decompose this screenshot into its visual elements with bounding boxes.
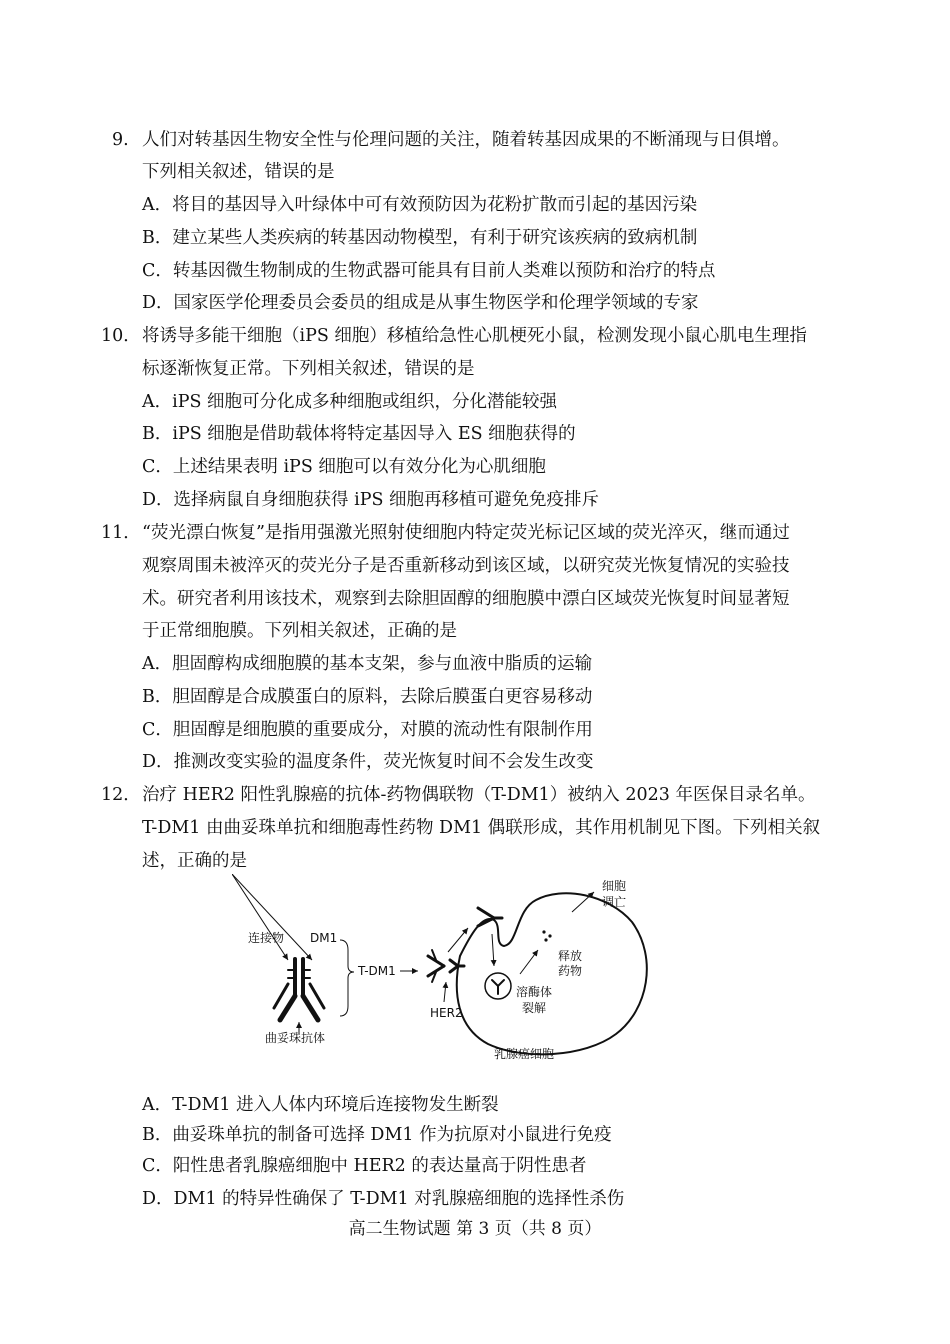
question-12-option-c: C．阳性患者乳腺癌细胞中 HER2 的表达量高于阴性患者 xyxy=(142,1156,587,1176)
release-arrow xyxy=(520,950,538,974)
question-9-option-d: D．国家医学伦理委员会委员的组成是从事生物医学和伦理学领域的专家 xyxy=(142,293,699,313)
dm1-arrow xyxy=(232,874,312,960)
question-11-line-2: 观察周围未被淬灭的荧光分子是否重新移动到该区域，以研究荧光恢复情况的实验技 xyxy=(142,556,790,576)
page-footer: 高二生物试题 第 3 页（共 8 页） xyxy=(348,1219,602,1239)
release-label-2: 药物 xyxy=(558,964,583,978)
antibody-label: 曲妥珠抗体 xyxy=(265,1031,326,1045)
question-11-line-3: 术。研究者利用该技术，观察到去除胆固醇的细胞膜中漂白区域荧光恢复时间显著短 xyxy=(142,589,790,609)
lysosome-antibody-icon xyxy=(492,980,504,994)
question-11-option-c: C．胆固醇是细胞膜的重要成分，对膜的流动性有限制作用 xyxy=(142,720,593,740)
antibody-drug-conjugate-icon xyxy=(274,959,324,1020)
question-9-option-c: C．转基因微生物制成的生物武器可能具有目前人类难以预防和治疗的特点 xyxy=(142,261,716,281)
question-9-option-a: A．将目的基因导入叶绿体中可有效预防因为花粉扩散而引起的基因污染 xyxy=(142,195,698,215)
question-9-line-1: 9. 人们对转基因生物安全性与伦理问题的关注，随着转基因成果的不断涌现与日俱增。 xyxy=(112,130,790,150)
question-10-line-2: 标逐渐恢复正常。下列相关叙述，错误的是 xyxy=(142,359,475,379)
question-10-option-d: D．选择病鼠自身细胞获得 iPS 细胞再移植可避免免疫排斥 xyxy=(142,490,600,510)
tdm1-label: T-DM1 xyxy=(358,964,396,978)
linker-label: 连接物 xyxy=(248,931,285,945)
question-10-option-a: A．iPS 细胞可分化成多种细胞或组织，分化潜能较强 xyxy=(142,392,558,412)
question-10-line-1: 10．将诱导多能干细胞（iPS 细胞）移植给急性心肌梗死小鼠，检测发现小鼠心肌电生理指 xyxy=(101,322,807,347)
dm1-label: DM1 xyxy=(310,931,338,945)
brace xyxy=(340,940,354,1016)
question-9-option-b: B．建立某些人类疾病的转基因动物模型，有利于研究该疾病的致病机制 xyxy=(142,228,698,248)
question-12-line-1: 12．治疗 HER2 阳性乳腺癌的抗体-药物偶联物（T-DM1）被纳入 2023 年医保目录名单。 xyxy=(101,781,815,806)
released-drug-icon xyxy=(542,930,551,941)
her2-arrow xyxy=(444,982,446,1002)
question-10-option-b: B．iPS 细胞是借助载体将特定基因导入 ES 细胞获得的 xyxy=(142,424,576,444)
question-11-line-4: 于正常细胞膜。下列相关叙述，正确的是 xyxy=(142,621,457,641)
question-11-option-b: B．胆固醇是合成膜蛋白的原料，去除后膜蛋白更容易移动 xyxy=(142,687,593,707)
apoptosis-label-1: 细胞 xyxy=(602,879,627,893)
question-12-option-d: D．DM1 的特异性确保了 T-DM1 对乳腺癌细胞的选择性杀伤 xyxy=(142,1189,625,1209)
question-11-option-d: D．推测改变实验的温度条件，荧光恢复时间不会发生改变 xyxy=(142,752,594,772)
question-12-number: 12． xyxy=(101,785,141,805)
question-12-line-3: 述，正确的是 xyxy=(142,851,247,871)
question-11-line-1: 11．“荧光漂白恢复”是指用强激光照射使细胞内特定荧光标记区域的荧光淬灭，继而通过 xyxy=(101,519,790,544)
bound-tdm1-icon xyxy=(428,950,444,982)
release-label-1: 释放 xyxy=(558,949,583,963)
question-9-number: 9. xyxy=(112,130,129,150)
linker-arrow xyxy=(232,874,288,960)
apoptosis-label-2: 调亡 xyxy=(602,895,627,909)
internalized-complex-icon xyxy=(478,908,502,926)
question-11-option-a: A．胆固醇构成细胞膜的基本支架，参与血液中脂质的运输 xyxy=(142,654,593,674)
question-12-option-b: B．曲妥珠单抗的制备可选择 DM1 作为抗原对小鼠进行免疫 xyxy=(142,1125,612,1145)
her2-label: HER2 xyxy=(430,1006,463,1020)
endocytosis-arrow xyxy=(492,934,494,966)
question-10-option-c: C．上述结果表明 iPS 细胞可以有效分化为心肌细胞 xyxy=(142,457,546,477)
tdm1-mechanism-diagram xyxy=(232,874,672,1064)
question-11-number: 11． xyxy=(101,523,141,543)
cancer-cell-membrane xyxy=(457,893,647,1054)
question-12-option-a: A．T-DM1 进入人体内环境后连接物发生断裂 xyxy=(142,1095,499,1115)
question-12-line-2: T-DM1 由曲妥珠单抗和细胞毒性药物 DM1 偶联形成，其作用机制见下图。下列相关叙 xyxy=(142,818,821,838)
question-10-number: 10． xyxy=(101,326,141,346)
question-9-line-2: 下列相关叙述，错误的是 xyxy=(142,162,335,182)
lysosome-label-2: 裂解 xyxy=(522,1001,547,1015)
cell-label: 乳腺癌细胞 xyxy=(494,1047,555,1061)
lysosome-label-1: 溶酶体 xyxy=(516,985,553,999)
